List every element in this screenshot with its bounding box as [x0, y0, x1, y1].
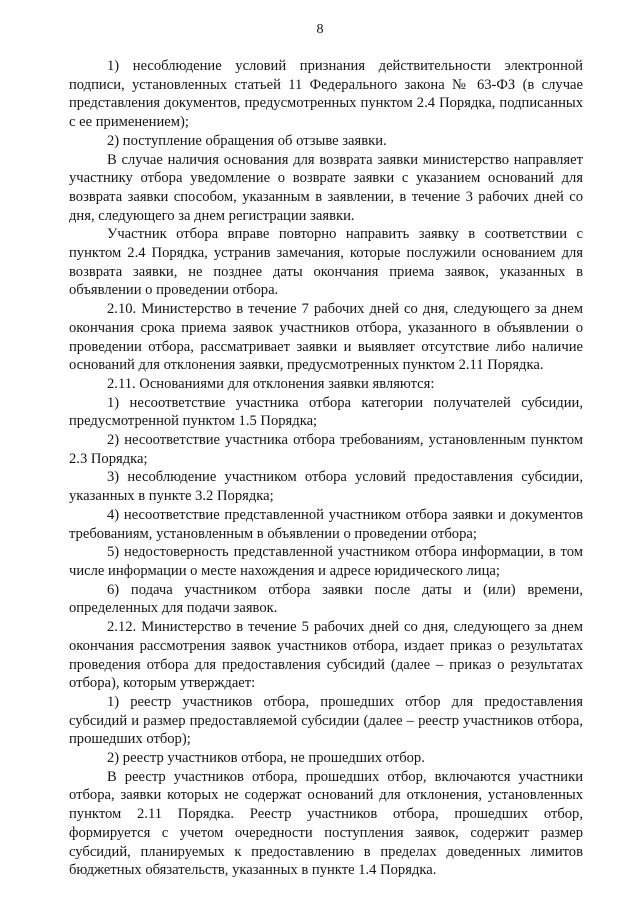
- page-number: 8: [316, 22, 324, 37]
- paragraph-2-11-heading: 2.11. Основаниями для отклонения заявки являются:: [107, 375, 435, 392]
- list-item-registry-failed: 2) реестр участников отбора, не прошедших отбор.: [107, 750, 425, 767]
- list-item-registry-passed: 1) реестр участников отбора, прошедших отбор для предоставления субсидий и размер предоставляемой субсидии (далее – реестр участников отбора, прошедших отбор);: [69, 693, 583, 748]
- paragraph-withdrawal-request: 2) поступление обращения об отзыве заявки.: [107, 132, 387, 149]
- paragraph-2-12: 2.12. Министерство в течение 5 рабочих дней со дня, следующего за днем окончания рассмотрения заявок участников отбора, издает приказ о результатах проведения отбора для предоставления субсидий (далее – приказ о результатах отбора), которым утверждает:: [69, 619, 583, 692]
- paragraph-return-notice: В случае наличия основания для возврата заявки министерство направляет участнику отбора уведомление о возврате заявки с указанием оснований для возврата заявки способом, указанным в заявлении, в течение 3 рабочих дней со дня, следующего за днем регистрации заявки.: [69, 151, 583, 224]
- list-item-rejection-4: 4) несоответствие представленной участником отбора заявки и документов требованиям, установленным в объявлении о проведении отбора;: [69, 506, 583, 542]
- paragraph-invalid-signature: 1) несоблюдение условий признания действительности электронной подписи, установленных статьей 11 Федерального закона № 63-ФЗ (в случае представления документов, предусмотренных пунктом 2.4 Порядка, подписанных с ее применением);: [69, 58, 583, 131]
- list-item-rejection-6: 6) подача участником отбора заявки после даты и (или) времени, определенных для подачи заявок.: [69, 581, 583, 617]
- list-item-rejection-5: 5) недостоверность представленной участником отбора информации, в том числе информации о месте нахождения и адресе юридического лица;: [69, 544, 583, 579]
- paragraph-registry-inclusion: В реестр участников отбора, прошедших отбор, включаются участники отбора, заявки которых не содержат оснований для отклонения, установленных пунктом 2.11 Порядка. Реестр участников отбора, прошедших отбор, формируется с учетом очередности поступления заявок, содержит размер субсидий, планируемых к предоставлению в пределах доведенных лимитов бюджетных обязательств, указанных в пункте 1.4 Порядка.: [69, 768, 583, 879]
- paragraph-2-10: 2.10. Министерство в течение 7 рабочих дней со дня, следующего за днем окончания срока приема заявок участников отбора, указанного в объявлении о проведении отбора, рассматривает заявки и выявляет отсутствие либо наличие оснований для отклонения заявки, предусмотренных пунктом 2.11 Порядка.: [69, 301, 583, 374]
- list-item-rejection-2: 2) несоответствие участника отбора требованиям, установленным пунктом 2.3 Порядка;: [69, 432, 583, 467]
- document-body: [69, 57, 583, 880]
- list-item-rejection-3: 3) несоблюдение участником отбора условий предоставления субсидии, указанных в пункте 3.2 Порядка;: [69, 469, 583, 505]
- paragraph-resubmission: Участник отбора вправе повторно направить заявку в соответствии с пунктом 2.4 Порядка, устранив замечания, которые послужили основанием для возврата заявки, не позднее даты окончания приема заявок, указанных в объявлении о проведении отбора.: [69, 226, 583, 299]
- list-item-rejection-1: 1) несоответствие участника отбора категории получателей субсидии, предусмотренной пунктом 1.5 Порядка;: [69, 394, 583, 430]
